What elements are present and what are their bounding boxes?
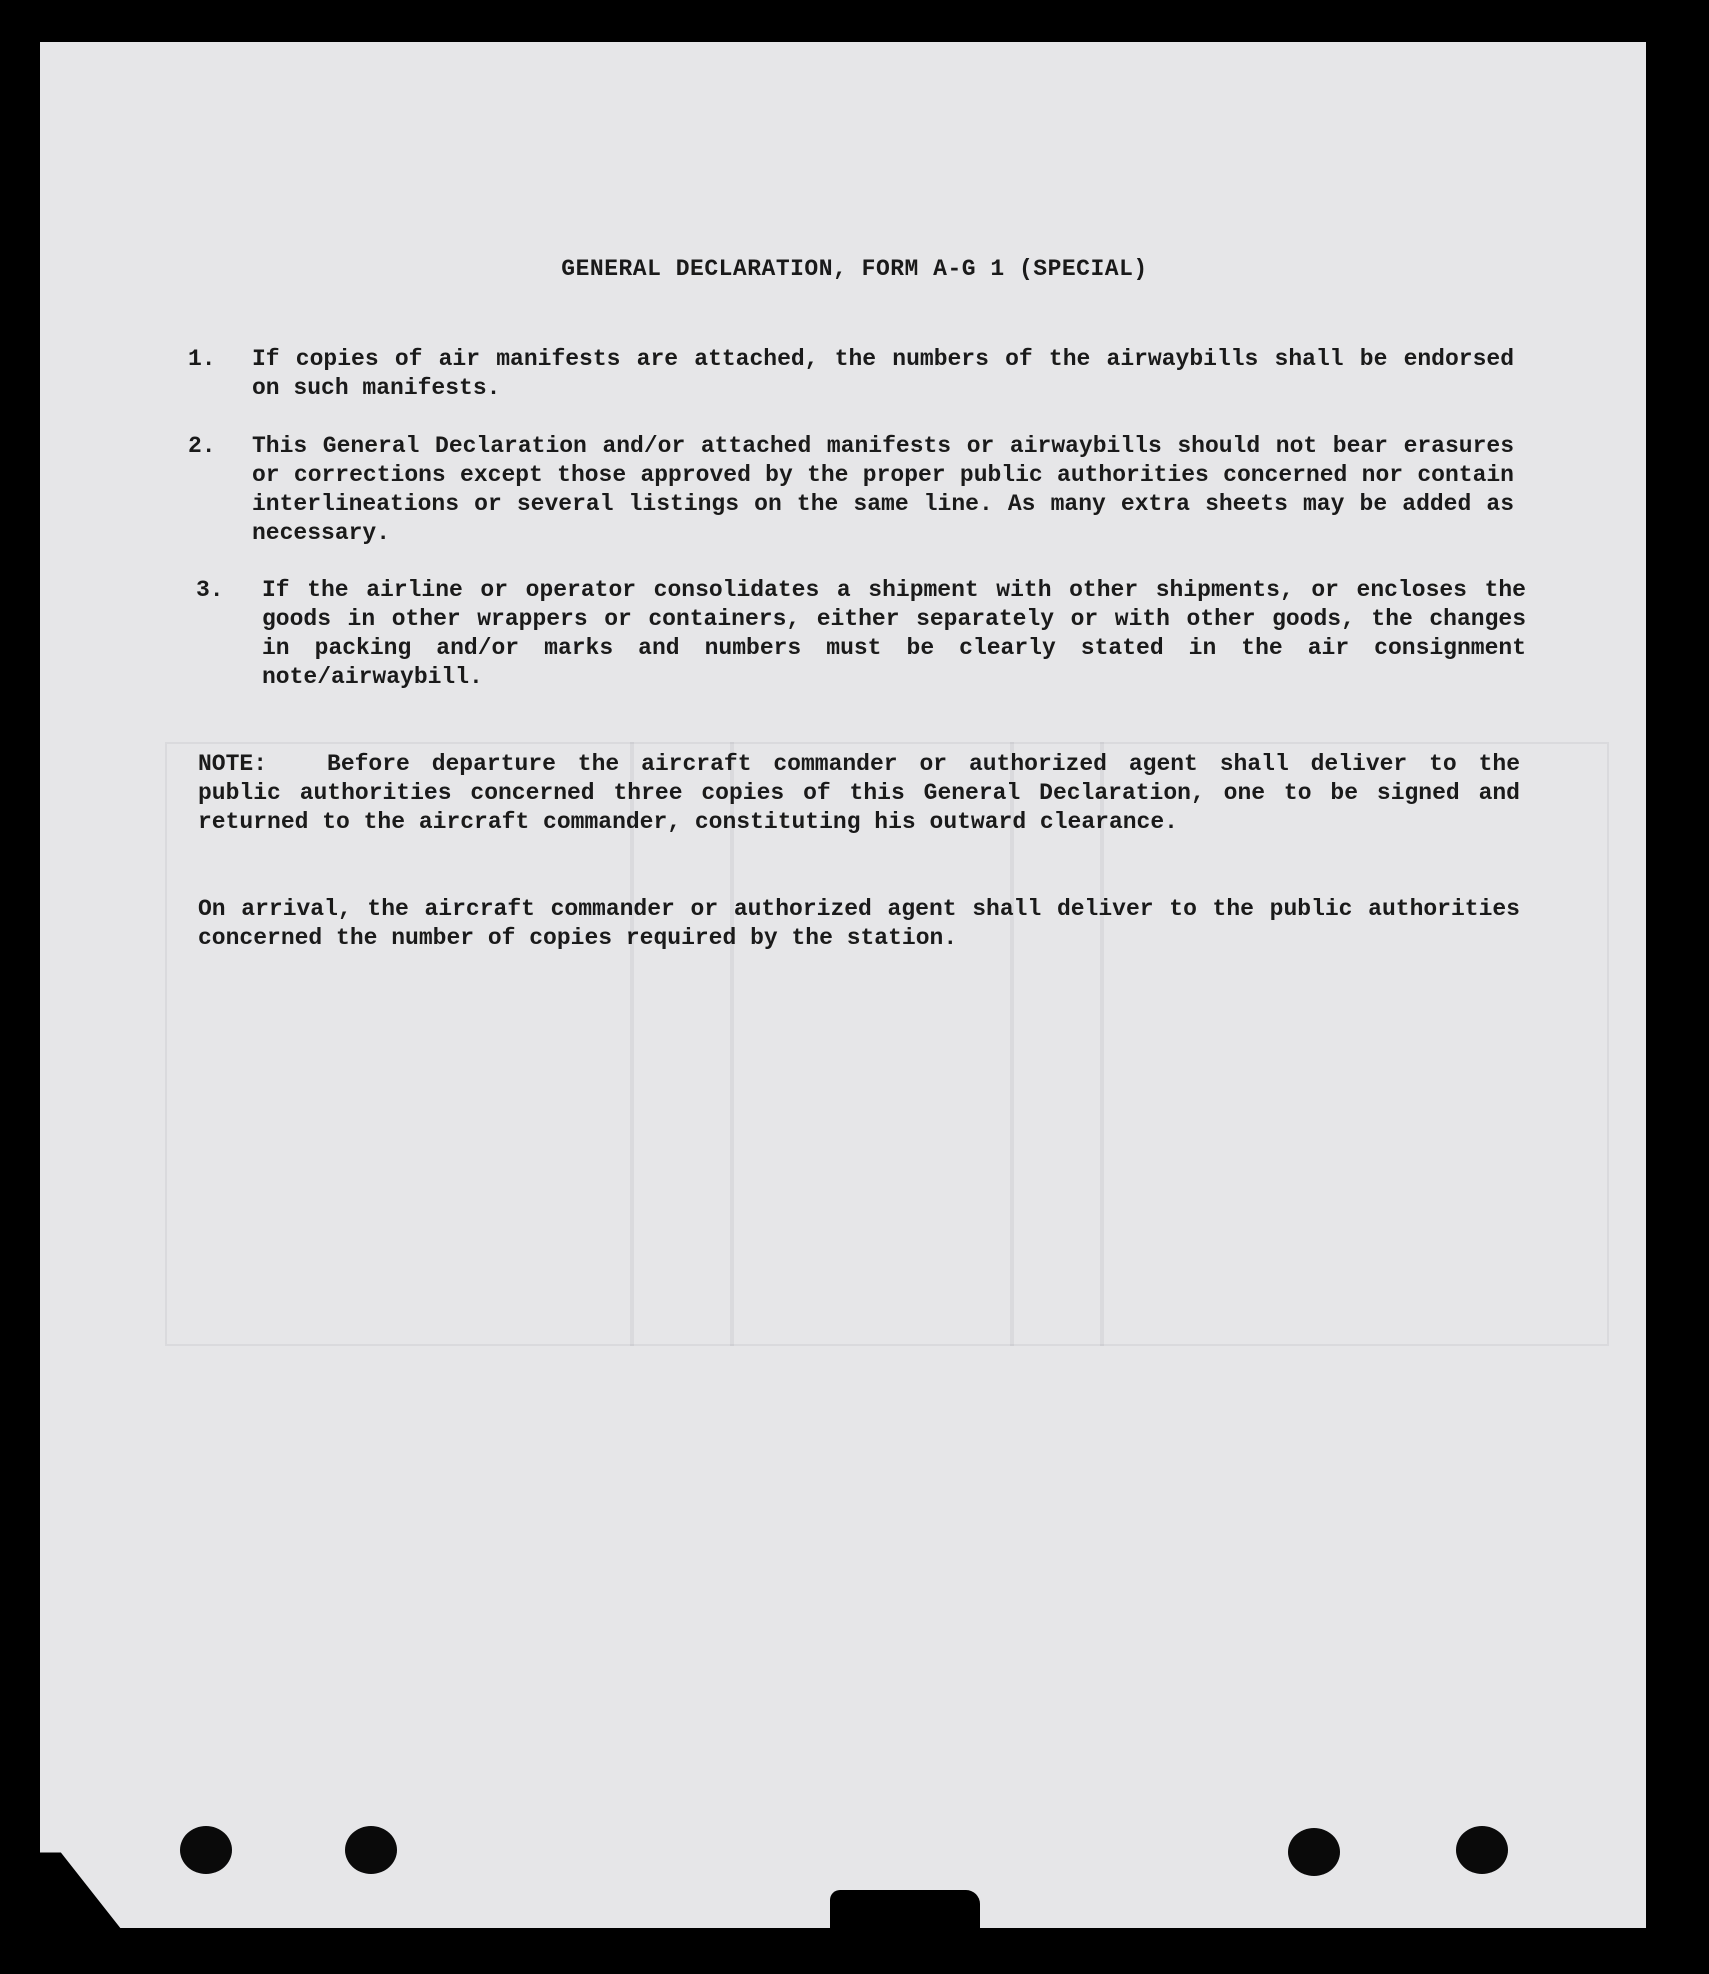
item-text: If copies of air manifests are attached, the numbers of the airwaybills shall be endorsed on such manifests. [252, 346, 1514, 401]
note-label: NOTE: [198, 751, 268, 777]
note-body [198, 750, 1520, 837]
item-number: 2. [188, 433, 216, 459]
item-number: 3. [196, 577, 224, 603]
page-title: GENERAL DECLARATION, FORM A-G 1 (SPECIAL) [561, 256, 1148, 282]
arrival-text: On arrival, the aircraft commander or authorized agent shall deliver to the public authorities concerned the number of copies required by the station. [198, 896, 1520, 951]
item-number: 1. [188, 346, 216, 372]
item-text: If the airline or operator consolidates a shipment with other shipments, or encloses the goods in other wrappers or containers, either separately or with other goods, the changes in packing and/or marks and numbers must be clearly stated in the air consignment note/airwaybill. [262, 577, 1526, 690]
item-text: This General Declaration and/or attached manifests or airwaybills should not bear erasures or corrections except those approved by the proper public authorities concerned nor contain interlineations or several listings on the same line. As many extra sheets may be added as necessary. [252, 433, 1514, 546]
note-text: Before departure the aircraft commander or authorized agent shall deliver to the public authorities concerned three copies of this General Declaration, one to be signed and returned to the aircraft commander, constituting his outward clearance. [198, 751, 1520, 835]
